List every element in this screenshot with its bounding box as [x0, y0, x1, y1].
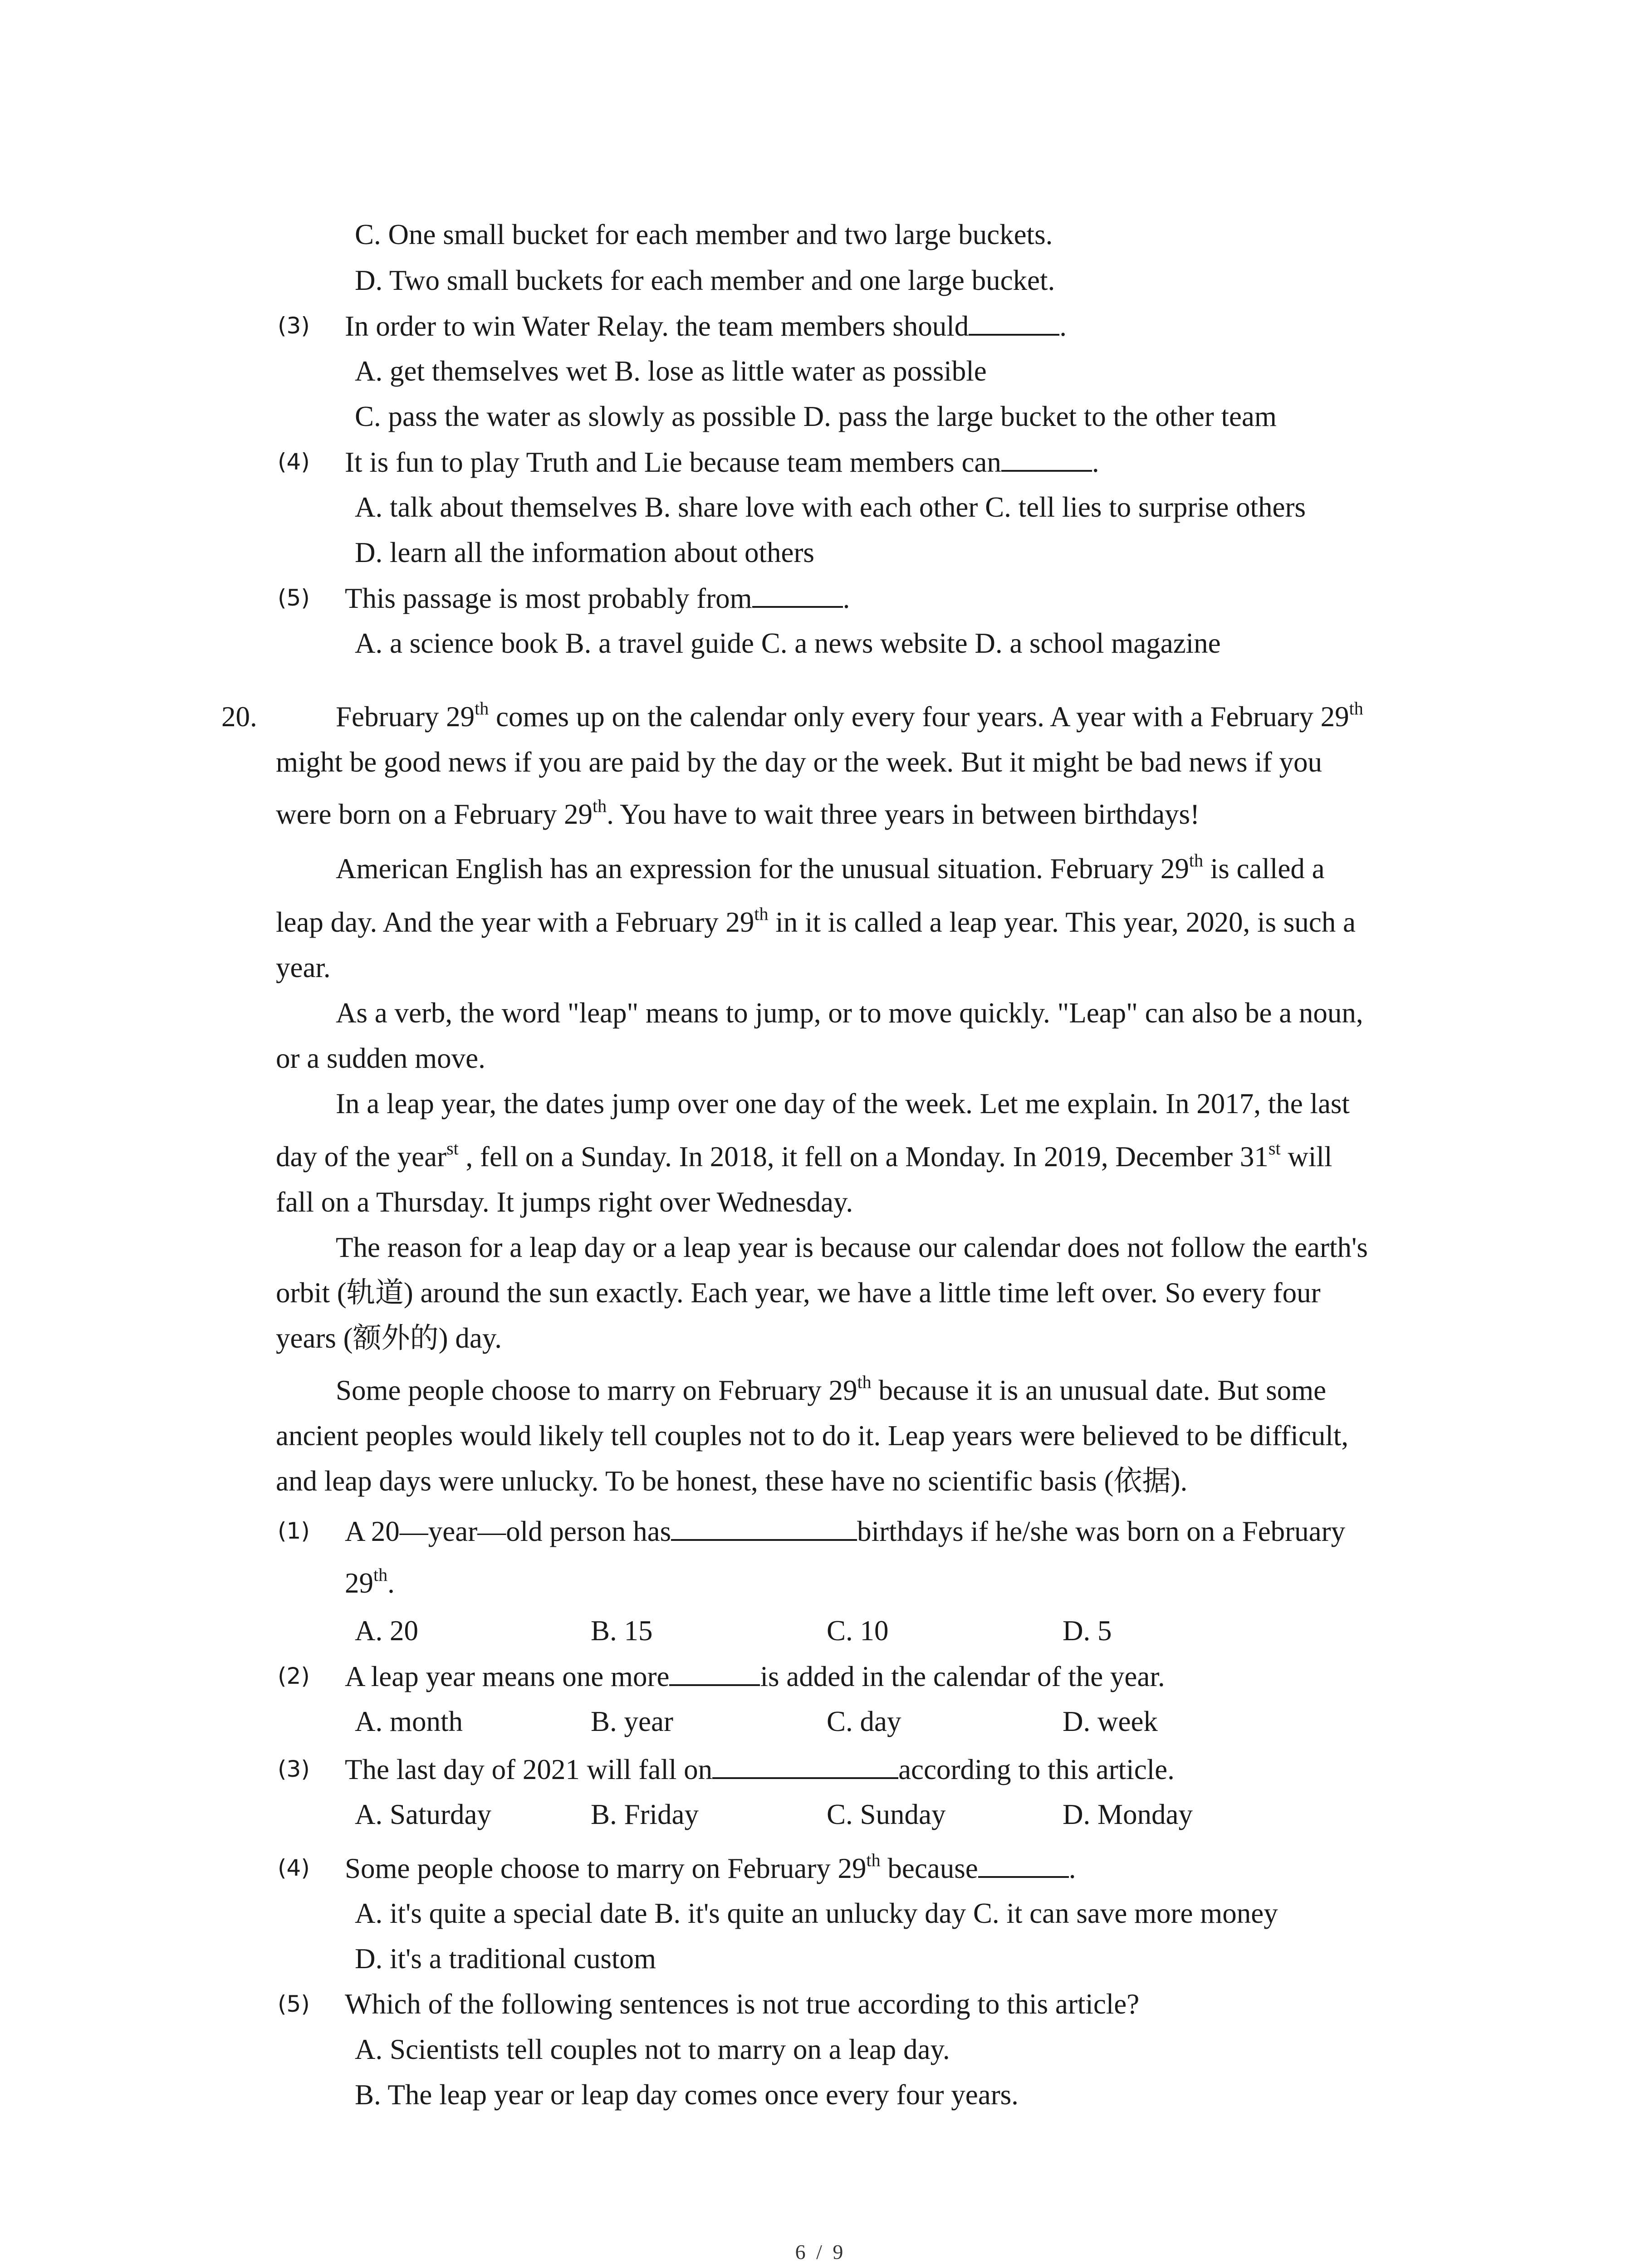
q5-number: (5) [278, 1991, 310, 2017]
q2-option-c: C. day [827, 1706, 901, 1737]
p5-line1: The reason for a leap day or a leap year is because our calendar does not follow the earth's [336, 1232, 1368, 1263]
p1-line3: were born on a February 29th. You have to wait three years in between birthdays! [276, 796, 1200, 830]
answer-blank [752, 580, 843, 608]
prev-q2-option-d: D. Two small buckets for each member and one large bucket. [355, 264, 1055, 296]
p3-line2: or a sudden move. [276, 1042, 485, 1074]
q2-number: (2) [278, 1663, 310, 1689]
answer-blank [1001, 444, 1092, 472]
q5-option-b: B. The leap year or leap day comes once every four years. [355, 2079, 1019, 2111]
q4-options-1: A. it's quite a special date B. it's quite an unlucky day C. it can save more money [355, 1897, 1278, 1929]
prev-q4-options-2: D. learn all the information about others [355, 537, 814, 568]
q4-stem: Some people choose to marry on February 29th because . [345, 1850, 1076, 1884]
p2-line2: leap day. And the year with a February 29th in it is called a leap year. This year, 2020, is such a [276, 904, 1356, 938]
q1-option-a: A. 20 [355, 1615, 418, 1647]
p5-line3: years (额外的) day. [276, 1322, 502, 1354]
q1-option-b: B. 15 [591, 1615, 653, 1647]
prev-q4-stem: It is fun to play Truth and Lie because team members can . [345, 444, 1099, 480]
answer-blank [712, 1751, 898, 1779]
prev-q4-options-1: A. talk about themselves B. share love with each other C. tell lies to surprise others [355, 491, 1306, 523]
q3-stem: The last day of 2021 will fall on according to this article. [345, 1751, 1175, 1788]
prev-q3-options-1: A. get themselves wet B. lose as little water as possible [355, 355, 987, 387]
prev-q3-stem: In order to win Water Relay. the team members should . [345, 308, 1067, 344]
prev-q2-option-c: C. One small bucket for each member and two large buckets. [355, 219, 1053, 250]
q2-option-d: D. week [1063, 1706, 1158, 1737]
q3-option-b: B. Friday [591, 1799, 699, 1830]
q1-option-d: D. 5 [1063, 1615, 1112, 1647]
p6-line2: ancient peoples would likely tell couples not to do it. Leap years were believed to be difficult, [276, 1420, 1349, 1452]
q3-option-c: C. Sunday [827, 1799, 946, 1830]
prev-q5-number: (5) [278, 585, 310, 611]
q1-stem-cont: 29th. [345, 1564, 395, 1599]
p3-line1: As a verb, the word "leap" means to jump, or to move quickly. "Leap" can also be a noun, [336, 997, 1363, 1029]
answer-blank [969, 308, 1059, 336]
p4-line3: fall on a Thursday. It jumps right over Wednesday. [276, 1186, 853, 1218]
q2-stem: A leap year means one more is added in the calendar of the year. [345, 1658, 1165, 1695]
q2-option-a: A. month [355, 1706, 463, 1737]
q1-number: (1) [278, 1518, 310, 1544]
p6-line3: and leap days were unlucky. To be honest, these have no scientific basis (依据). [276, 1465, 1188, 1497]
prev-q5-options: A. a science book B. a travel guide C. a news website D. a school magazine [355, 627, 1221, 659]
q5-stem: Which of the following sentences is not true according to this article? [345, 1988, 1140, 2020]
answer-blank [671, 1513, 857, 1541]
q3-option-a: A. Saturday [355, 1799, 491, 1830]
question-number-20: 20. [221, 701, 257, 733]
p6-line1: Some people choose to marry on February 29th because it is an unusual date. But some [336, 1372, 1327, 1406]
prev-q3-options-2: C. pass the water as slowly as possible D. pass the large bucket to the other team [355, 401, 1277, 432]
answer-blank [978, 1850, 1069, 1878]
answer-blank [669, 1658, 760, 1686]
q4-number: (4) [278, 1855, 310, 1881]
prev-q3-number: (3) [278, 313, 310, 339]
q1-option-c: C. 10 [827, 1615, 889, 1647]
p5-line2: orbit (轨道) around the sun exactly. Each year, we have a little time left over. So every four [276, 1277, 1321, 1309]
prev-q5-stem: This passage is most probably from . [345, 580, 850, 616]
prev-q4-number: (4) [278, 449, 310, 475]
q1-stem: A 20—year—old person has birthdays if he/she was born on a February [345, 1513, 1345, 1549]
q4-options-2: D. it's a traditional custom [355, 1943, 656, 1975]
p2-line1: American English has an expression for the unusual situation. February 29th is called a [336, 850, 1325, 885]
p1-line2: might be good news if you are paid by the day or the week. But it might be bad news if you [276, 746, 1323, 778]
p4-line2: day of the year$^{st}$ , fell on a Sunday. In 2018, it fell on a Monday. In 2019, December 31st will [276, 1138, 1332, 1173]
q3-number: (3) [278, 1756, 310, 1782]
p2-line3: year. [276, 952, 331, 983]
p4-line1: In a leap year, the dates jump over one day of the week. Let me explain. In 2017, the last [336, 1088, 1350, 1119]
q3-option-d: D. Monday [1063, 1799, 1193, 1830]
p1-line1: February 29th comes up on the calendar only every four years. A year with a February 29th [336, 698, 1363, 733]
q2-option-b: B. year [591, 1706, 673, 1737]
q5-option-a: A. Scientists tell couples not to marry on a leap day. [355, 2033, 950, 2065]
page-number: 6 / 9 [795, 2240, 846, 2263]
